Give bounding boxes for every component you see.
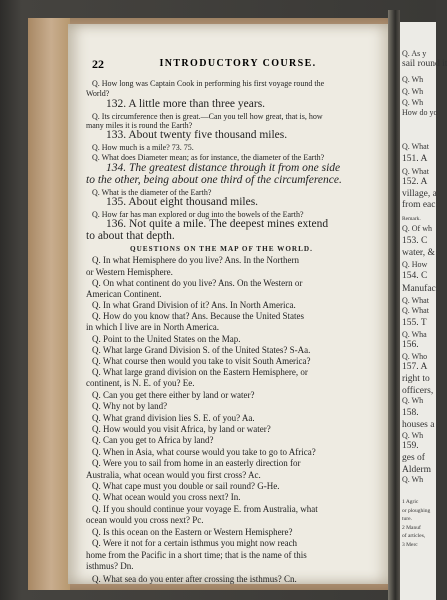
text-line: American Continent. — [86, 289, 162, 299]
text-line: Q. How would you visit Africa, by land or water? — [92, 424, 271, 434]
right-page-fragment: 159. — [402, 441, 419, 451]
text-line: Q. What sea do you enter after crossing the isthmus? Cn. — [92, 574, 297, 584]
text-line: 135. About eight thousand miles. — [106, 196, 259, 208]
text-line: many miles it is round the Earth? — [86, 121, 193, 130]
right-page-fragment: Q. How — [402, 260, 428, 269]
right-page-fragment: Q. Of wh — [402, 224, 432, 233]
text-line: Q. What cape must you double or sail round? G-He. — [92, 481, 280, 491]
text-line: to the other, being about one third of the circumference. — [86, 174, 342, 186]
right-page-fragment: Q. Wh — [402, 431, 424, 440]
text-line: Australia, what ocean would you first cross? Ac. — [86, 470, 261, 480]
text-line: Q. Can you get there either by land or water? — [92, 390, 255, 400]
text-line: Q. How far has man explored or dug into the bowels of the Earth? — [92, 210, 304, 219]
text-line: home from the Pacific in a short time; that is the name of this — [86, 550, 307, 560]
right-page-fragment: Remark. — [402, 216, 421, 222]
text-line: Q. What does Diameter mean; as for instance, the diameter of the Earth? — [92, 153, 325, 162]
right-page-fragment: Q. Wha — [402, 330, 427, 339]
text-line: Q. Why not by land? — [92, 401, 168, 411]
text-line: 136. Not quite a mile. The deepest mines extend — [106, 218, 329, 230]
right-page-fragment: ges of — [402, 453, 425, 463]
right-page-fragment: 154. C — [402, 271, 428, 281]
text-line: Q. Were it not for a certain isthmus you might now reach — [92, 538, 298, 548]
right-page-fragment: 3 Merc — [402, 542, 418, 548]
text-line: Q. What large Grand Division S. of the United States? S-Aa. — [92, 345, 311, 355]
text-line: 134. The greatest distance through it from one side — [106, 162, 341, 174]
page-number: 22 — [92, 57, 104, 71]
text-line: Q. Point to the United States on the Map. — [92, 334, 241, 344]
right-page-fragment: Q. What — [402, 306, 429, 315]
right-page-fragment: or ploughing — [402, 508, 431, 514]
right-page-fragment: ture. — [402, 516, 412, 522]
right-page-fragment: Q. Wh — [402, 475, 424, 484]
right-page-fragment: 156. — [402, 340, 419, 350]
right-page-fragment: 151. A — [402, 154, 428, 164]
right-page-fragment: Q. Wh — [402, 396, 424, 405]
right-page-fragment: 2 Manuf — [402, 525, 421, 531]
right-page-fragment: of articles, — [402, 533, 426, 539]
right-page-fragment: Q. Wh — [402, 87, 424, 96]
book-cover-edge — [28, 18, 70, 590]
text-line: in which I live are in North America. — [86, 322, 219, 332]
right-page-fragment: How do yo — [402, 108, 438, 117]
text-line: Q. Its circumference then is great.—Can you tell how great, that is, how — [92, 112, 323, 121]
right-page-fragment: 152. A — [402, 177, 428, 187]
right-page-fragment: Q. What — [402, 296, 429, 305]
text-line: Q. Is this ocean on the Eastern or Western Hemisphere? — [92, 527, 293, 537]
text-line: isthmus? Dn. — [86, 561, 134, 571]
text-line: Q. How do you know that? Ans. Because the United States — [92, 311, 304, 321]
text-line: Q. If you should continue your voyage E. from Australia, what — [92, 504, 318, 514]
right-page-fragment: Q. Wh — [402, 75, 424, 84]
running-title: INTRODUCTORY COURSE. — [159, 58, 317, 69]
text-line: ocean would you cross next? Pc. — [86, 515, 204, 525]
text-line: or Western Hemisphere. — [86, 267, 173, 277]
right-page-fragment: Manufac — [402, 284, 436, 294]
right-page-fragment: houses a — [402, 420, 435, 430]
text-line: 132. A little more than three years. — [106, 98, 266, 110]
right-page-fragment: officers, — [402, 386, 434, 396]
right-page-fragment: 155. T — [402, 318, 427, 328]
right-page-fragment: 153. C — [402, 236, 428, 246]
right-page-fragment: from eac — [402, 200, 436, 210]
right-page-fragment: 158. — [402, 408, 419, 418]
text-line: Q. Can you get to Africa by land? — [92, 435, 214, 445]
text-line: QUESTIONS ON THE MAP OF THE WORLD. — [130, 245, 313, 253]
text-line: Q. How long was Captain Cook in performing his first voyage round the — [92, 79, 325, 88]
right-page-fragment: 1 Agric — [402, 499, 419, 505]
text-line: Q. What large grand division on the Eastern Hemisphere, or — [92, 367, 308, 377]
text-line: continent, is N. E. of you? Ee. — [86, 378, 195, 388]
right-page-fragment: sail round it — [402, 59, 447, 69]
text-line: World? — [86, 89, 110, 98]
text-line: Q. How much is a mile? 73. 75. — [92, 143, 194, 152]
right-page-fragment: right to — [402, 374, 430, 384]
text-line: Q. In what Grand Division of it? Ans. In North America. — [92, 300, 296, 310]
right-page-fragment: Q. What — [402, 142, 429, 151]
text-line: Q. What course then would you take to visit South America? — [92, 356, 311, 366]
text-line: Q. Were you to sail from home in an easterly direction for — [92, 458, 301, 468]
text-line: to about that depth. — [86, 230, 175, 242]
text-line: 133. About twenty five thousand miles. — [106, 129, 288, 141]
right-page-fragment: Alderm — [402, 465, 432, 475]
book-gutter — [388, 10, 400, 600]
right-page-fragment: Q. Wh — [402, 98, 424, 107]
text-line: Q. What is the diameter of the Earth? — [92, 188, 212, 197]
right-page-fragment: Q. Who — [402, 352, 428, 361]
right-page-fragment: Q. As y — [402, 49, 427, 58]
right-page-fragment: Q. What — [402, 167, 429, 176]
right-page-fragment: village, a — [402, 189, 437, 199]
text-line: Q. In what Hemisphere do you live? Ans. In the Northern — [92, 255, 299, 265]
text-line: Q. When in Asia, what course would you take to go to Africa? — [92, 447, 316, 457]
right-page — [398, 22, 447, 600]
text-line: Q. What grand division lies S. E. of you? Aa. — [92, 413, 255, 423]
page-header — [92, 57, 384, 71]
text-line: Q. On what continent do you live? Ans. On the Western or — [92, 278, 303, 288]
text-line: Q. What ocean would you cross next? In. — [92, 492, 241, 502]
right-page-fragment: 157. A — [402, 362, 428, 372]
right-page-fragment: water, & — [402, 248, 435, 258]
